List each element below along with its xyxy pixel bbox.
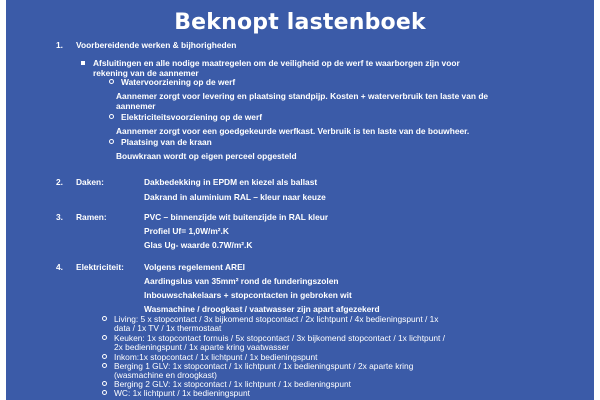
sub-bullet-icon bbox=[109, 139, 114, 144]
room-line: Berging 1 GLV: 1x stopcontact / 1x lichtpunt / 1x bedieningspunt / 2x aparte kring bbox=[114, 361, 414, 371]
sub-item-description: Bouwkraan wordt op eigen perceel opgesteld bbox=[116, 151, 297, 161]
section-3-line: Profiel Uf= 1,0W/m².K bbox=[144, 226, 229, 236]
section-3-line: Glas Ug- waarde 0.7W/m².K bbox=[144, 240, 253, 250]
sub-item-description: Aannemer zorgt voor levering en plaatsing standpijp. Kosten + waterverbruik ten laste van de bbox=[116, 91, 489, 101]
sub-bullet-icon bbox=[102, 381, 107, 386]
sub-bullet-icon bbox=[102, 363, 107, 368]
section-4-line: Wasmachine / droogkast / vaatwasser zijn apart afgezekerd bbox=[144, 304, 380, 314]
section-1-heading: Voorbereidende werken & bijhorigheden bbox=[76, 40, 237, 50]
section-1-bullet-line-1: Afsluitingen en alle nodige maatregelen om de veiligheid op de werf te waarborgen zijn voor bbox=[93, 58, 460, 68]
page-title: Beknopt lastenboek bbox=[174, 10, 426, 35]
sub-bullet-icon bbox=[109, 114, 114, 119]
sub-item-label: Watervoorziening op de werf bbox=[121, 77, 236, 87]
section-4-line: Inbouwschakelaars + stopcontacten in gebroken wit bbox=[144, 290, 352, 300]
sub-bullet-icon bbox=[102, 335, 107, 340]
sub-bullet-icon bbox=[102, 354, 107, 359]
section-2-heading: Daken: bbox=[76, 177, 104, 187]
section-2-line: Dakbedekking in EPDM en kiezel als ballast bbox=[144, 177, 318, 187]
section-3-line: PVC – binnenzijde wit buitenzijde in RAL kleur bbox=[144, 212, 329, 222]
section-3-number: 3. bbox=[56, 212, 63, 222]
room-line: WC: 1x lichtpunt / 1x bedieningspunt bbox=[114, 388, 250, 398]
section-4-heading: Elektriciteit: bbox=[76, 262, 124, 272]
section-1-bullet-line-2: rekening van de aannemer bbox=[93, 68, 199, 78]
section-2-number: 2. bbox=[56, 177, 63, 187]
section-4-number: 4. bbox=[56, 262, 63, 272]
bullet-icon bbox=[81, 61, 85, 65]
sub-bullet-icon bbox=[109, 79, 114, 84]
section-1-number: 1. bbox=[56, 40, 63, 50]
room-line: Keuken: 1x stopcontact fornuis / 5x stopcontact / 3x bijkomend stopcontact / 1x lichtpunt / bbox=[114, 333, 445, 343]
section-2-line: Dakrand in aluminium RAL – kleur naar keuze bbox=[144, 192, 326, 202]
room-line: (wasmachine en droogkast) bbox=[114, 370, 217, 380]
room-line: Berging 2 GLV: 1x stopcontact / 1x lichtpunt / 1x bedieningspunt bbox=[114, 379, 351, 389]
room-line: Inkom:1x stopcontact / 1x lichtpunt / 1x bedieningspunt bbox=[114, 352, 318, 362]
room-line: Living: 5 x stopcontact / 3x bijkomend stopcontact / 2x lichtpunt / 4x bedieningspunt / 1x bbox=[114, 314, 439, 324]
room-line: 2x bedieningspunt / 1x aparte kring vaatwasser bbox=[114, 342, 290, 352]
sub-item-label: Plaatsing van de kraan bbox=[121, 137, 212, 147]
document-slide bbox=[6, 0, 594, 400]
section-3-heading: Ramen: bbox=[76, 212, 107, 222]
section-4-first-line: Volgens regelement AREI bbox=[144, 262, 245, 272]
section-4-line: Aardingslus van 35mm² rond de funderingszolen bbox=[144, 276, 339, 286]
sub-item-label: Elektriciteitsvoorziening op de werf bbox=[121, 112, 263, 122]
sub-item-description: aannemer bbox=[116, 101, 156, 111]
sub-bullet-icon bbox=[102, 316, 107, 321]
sub-item-description: Aannemer zorgt voor een goedgekeurde werfkast. Verbruik is ten laste van de bouwheer. bbox=[116, 126, 470, 136]
sub-bullet-icon bbox=[102, 390, 107, 395]
room-line: data / 1x TV / 1x thermostaat bbox=[114, 323, 222, 333]
